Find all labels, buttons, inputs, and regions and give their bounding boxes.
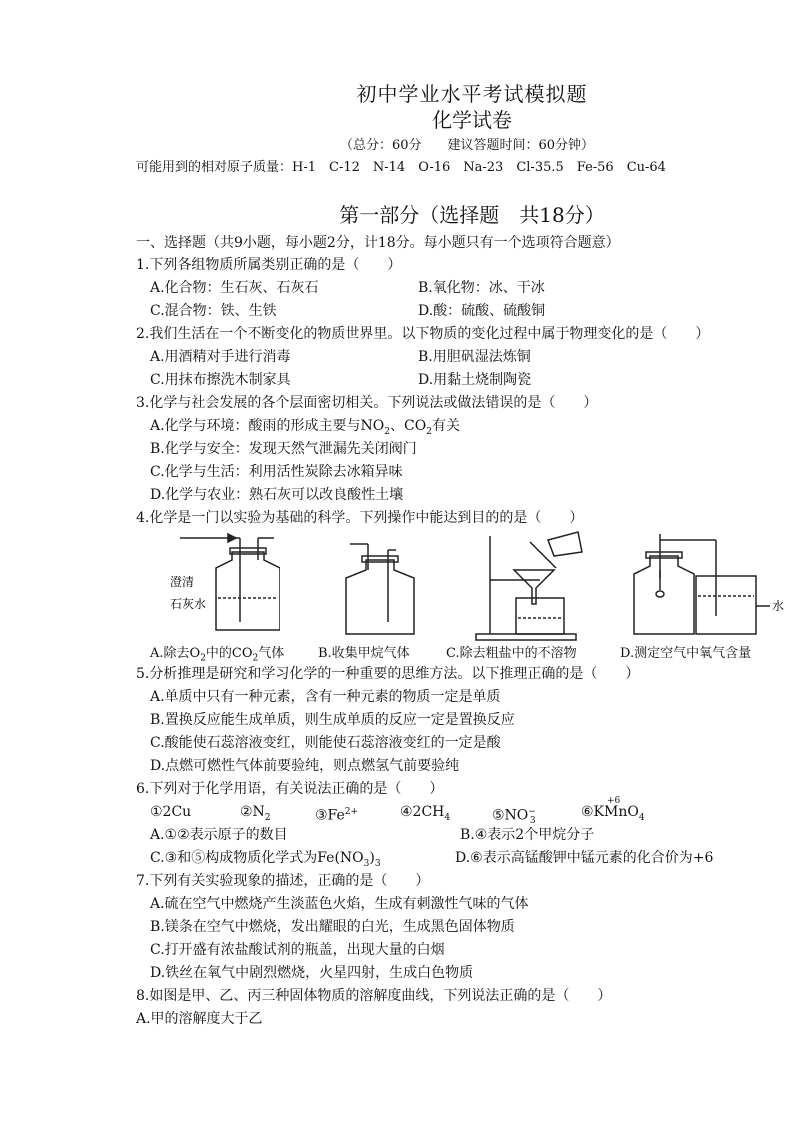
exam-title: 初中学业水平考试模拟题 [356, 82, 588, 106]
q4-stem: 4.化学是一门以实验为基础的科学。下列操作中能达到目的的是（ ） [136, 510, 584, 526]
exam-page: 初中学业水平考试模拟题 化学试卷 （总分：60分 建议答题时间：60分钟） 可能用到的相对原子质量：H-1 C-12 N-14 O-16 Na-23 Cl-35.5 Fe-56 Cu-64 第一部分（选择题 共18分） 一、选择题（共9小题，每小题2分，计18分。每小题只有一个选项符合题意） 1.下列各组物质所属类别正确的是（ ） A.化合物：生石灰、石灰石 B.氧化物：冰、干冰 C.混合物：铁、生铁 D.酸：硫酸、硫酸铜 2.我们生活在一个不断变化的物质世界里。以下物质的变化过程中属于物理变化的是（ ） A.用酒精对手进行消毒 B.用胆矾湿法炼铜 C.用抹布擦洗木制家具 D.用黏土烧制陶瓷 3.化学与社会发展的各个层面密切相关。下列说法或做法错误的是（ ） A.化学与环境：酸雨的形成主要与$NO_2$、$CO_2$有关 B.化学与安全：发现天然气泄漏先关闭阀门 C.化学与生活：利用活性炭除去冰箱异味 D.化学与农业：熟石灰可以改良酸性土壤 4.化学是一门以实验为基础的科学。下列操作中能达到目的的是（ ） 澄清 石灰水 水 A.除去$O_2$中的$CO_2$气体 B.收集甲烷气体 C.除去粗盐中的不溶物 D.测定空气中氧气含量 5.分析推理是研究和学习化学的一种重要的思维方法。以下推理正确的是（ ） A.单质中只有一种元素，含有一种元素的物质一定是单质 B.置换反应能生成单质，则生成单质的反应一定是置换反应 C.酸能使石蕊溶液变红，则能使石蕊溶液变红的一定是酸 D.点燃可燃性气体前要验纯，则点燃氢气前要验纯 6.下列对于化学用语，有关说法正确的是（ ） ①2Cu $②N_2$ $③Fe^{2+}$ $④2CH_4$ $⑤NO^-_3$ +6 ⑥KMnO$_4$ A.①②表示原子的数目 B.④表示2个甲烷分子 C.③和⑤构成物质化学式为$Fe(NO_3)_3$ D.⑥表示高锰酸钾中锰元素的化合价为+6 7.下列有关实验现象的描述，正确的是（ ） A.硫在空气中燃烧产生淡蓝色火焰，生成有刺激性气味的气体 B.镁条在空气中燃烧，发出耀眼的白光，生成黑色固体物质 C.打开盛有浓盐酸试剂的瓶盖，出现大量的白烟 D.铁丝在氧气中剧烈燃烧，火星四射，生成白色物质 8.如图是甲、乙、丙三种固体物质的溶解度曲线，下列说法正确的是（ ） A.甲的溶解度大于乙 [0, 0, 794, 1123]
figure-a-label-1: 澄清 [170, 575, 195, 589]
q5-option-c: C.酸能使石蕊溶液变红，则能使石蕊溶液变红的一定是酸 [150, 735, 501, 751]
q4-apparatus-figures [150, 530, 790, 642]
q6-option-c: C.③和⑤构成物质化学式为$Fe(NO_3)_3$ [150, 850, 381, 869]
q1-option-d: D.酸：硫酸、硫酸铜 [418, 303, 546, 319]
section-heading: 一、选择题（共9小题，每小题2分，计18分。每小题只有一个选项符合题意） [136, 235, 620, 251]
q7-option-b: B.镁条在空气中燃烧，发出耀眼的白光，生成黑色固体物质 [150, 919, 515, 935]
q3-option-c: C.化学与生活：利用活性炭除去冰箱异味 [150, 464, 403, 480]
q1-option-b: B.氧化物：冰、干冰 [418, 280, 545, 296]
q2-stem: 2.我们生活在一个不断变化的物质世界里。以下物质的变化过程中属于物理变化的是（ ） [136, 326, 710, 342]
q8-stem: 8.如图是甲、乙、丙三种固体物质的溶解度曲线，下列说法正确的是（ ） [136, 988, 612, 1004]
figure-c-filtration [470, 530, 600, 642]
q5-option-a: A.单质中只有一种元素，含有一种元素的物质一定是单质 [150, 689, 501, 705]
q6-symbol-2: $②N_2$ [240, 804, 271, 823]
q1-option-a: A.化合物：生石灰、石灰石 [150, 280, 319, 296]
figure-b-collect-bottle [330, 530, 430, 642]
q6-option-b: B.④表示2个甲烷分子 [460, 827, 595, 843]
q6-stem: 6.下列对于化学用语，有关说法正确的是（ ） [136, 781, 444, 797]
q3-stem: 3.化学与社会发展的各个层面密切相关。下列说法或做法错误的是（ ） [136, 395, 598, 411]
q4-option-b: B.收集甲烷气体 [318, 646, 410, 661]
q4-option-a: A.除去$O_2$中的$CO_2$气体 [150, 646, 285, 664]
q7-option-a: A.硫在空气中燃烧产生淡蓝色火焰，生成有刺激性气味的气体 [150, 896, 529, 912]
exam-meta: （总分：60分 建议答题时间：60分钟） [339, 138, 595, 153]
q3-option-b: B.化学与安全：发现天然气泄漏先关闭阀门 [150, 441, 417, 457]
q6-symbol-1: ①2Cu [150, 804, 192, 820]
q5-option-b: B.置换反应能生成单质，则生成单质的反应一定是置换反应 [150, 712, 515, 728]
q6-option-d: D.⑥表示高锰酸钾中锰元素的化合价为+6 [455, 850, 714, 866]
q6-option-a: A.①②表示原子的数目 [150, 827, 288, 843]
q6-symbol-3: $③Fe^{2+}$ [315, 807, 359, 824]
part-heading: 第一部分（选择题 共18分） [339, 203, 605, 227]
q8-option-a: A.甲的溶解度大于乙 [136, 1011, 263, 1027]
q2-option-c: C.用抹布擦洗木制家具 [150, 372, 291, 388]
q7-option-c: C.打开盛有浓盐酸试剂的瓶盖，出现大量的白烟 [150, 942, 445, 958]
q6-symbol-4: $④2CH_4$ [400, 804, 451, 823]
q4-option-c: C.除去粗盐中的不溶物 [446, 646, 577, 661]
q5-stem: 5.分析推理是研究和学习化学的一种重要的思维方法。以下推理正确的是（ ） [136, 666, 640, 682]
q4-option-d: D.测定空气中氧气含量 [620, 646, 752, 661]
q2-option-a: A.用酒精对手进行消毒 [150, 349, 291, 365]
q2-option-b: B.用胆矾湿法炼铜 [418, 349, 531, 365]
figure-a-label-2: 石灰水 [170, 597, 207, 611]
figure-d-oxygen-test [630, 530, 790, 642]
q6-symbol-5: $⑤NO^-_3$ [492, 807, 536, 827]
figure-a-wash-bottle [150, 530, 280, 642]
q5-option-d: D.点燃可燃性气体前要验纯，则点燃氢气前要验纯 [150, 758, 460, 774]
q3-option-d: D.化学与农业：熟石灰可以改良酸性土壤 [150, 487, 404, 503]
q7-stem: 7.下列有关实验现象的描述，正确的是（ ） [136, 873, 430, 889]
figure-d-label: 水 [772, 599, 785, 613]
atomic-masses: 可能用到的相对原子质量：H-1 C-12 N-14 O-16 Na-23 Cl-35.5 Fe-56 Cu-64 [136, 160, 666, 175]
q3-option-a: A.化学与环境：酸雨的形成主要与$NO_2$、$CO_2$有关 [150, 418, 460, 437]
exam-subtitle: 化学试卷 [432, 108, 512, 132]
q1-stem: 1.下列各组物质所属类别正确的是（ ） [136, 257, 402, 273]
q1-option-c: C.混合物：铁、生铁 [150, 303, 277, 319]
q2-option-d: D.用黏土烧制陶瓷 [418, 372, 532, 388]
q7-option-d: D.铁丝在氧气中剧烈燃烧，火星四射，生成白色物质 [150, 965, 474, 981]
